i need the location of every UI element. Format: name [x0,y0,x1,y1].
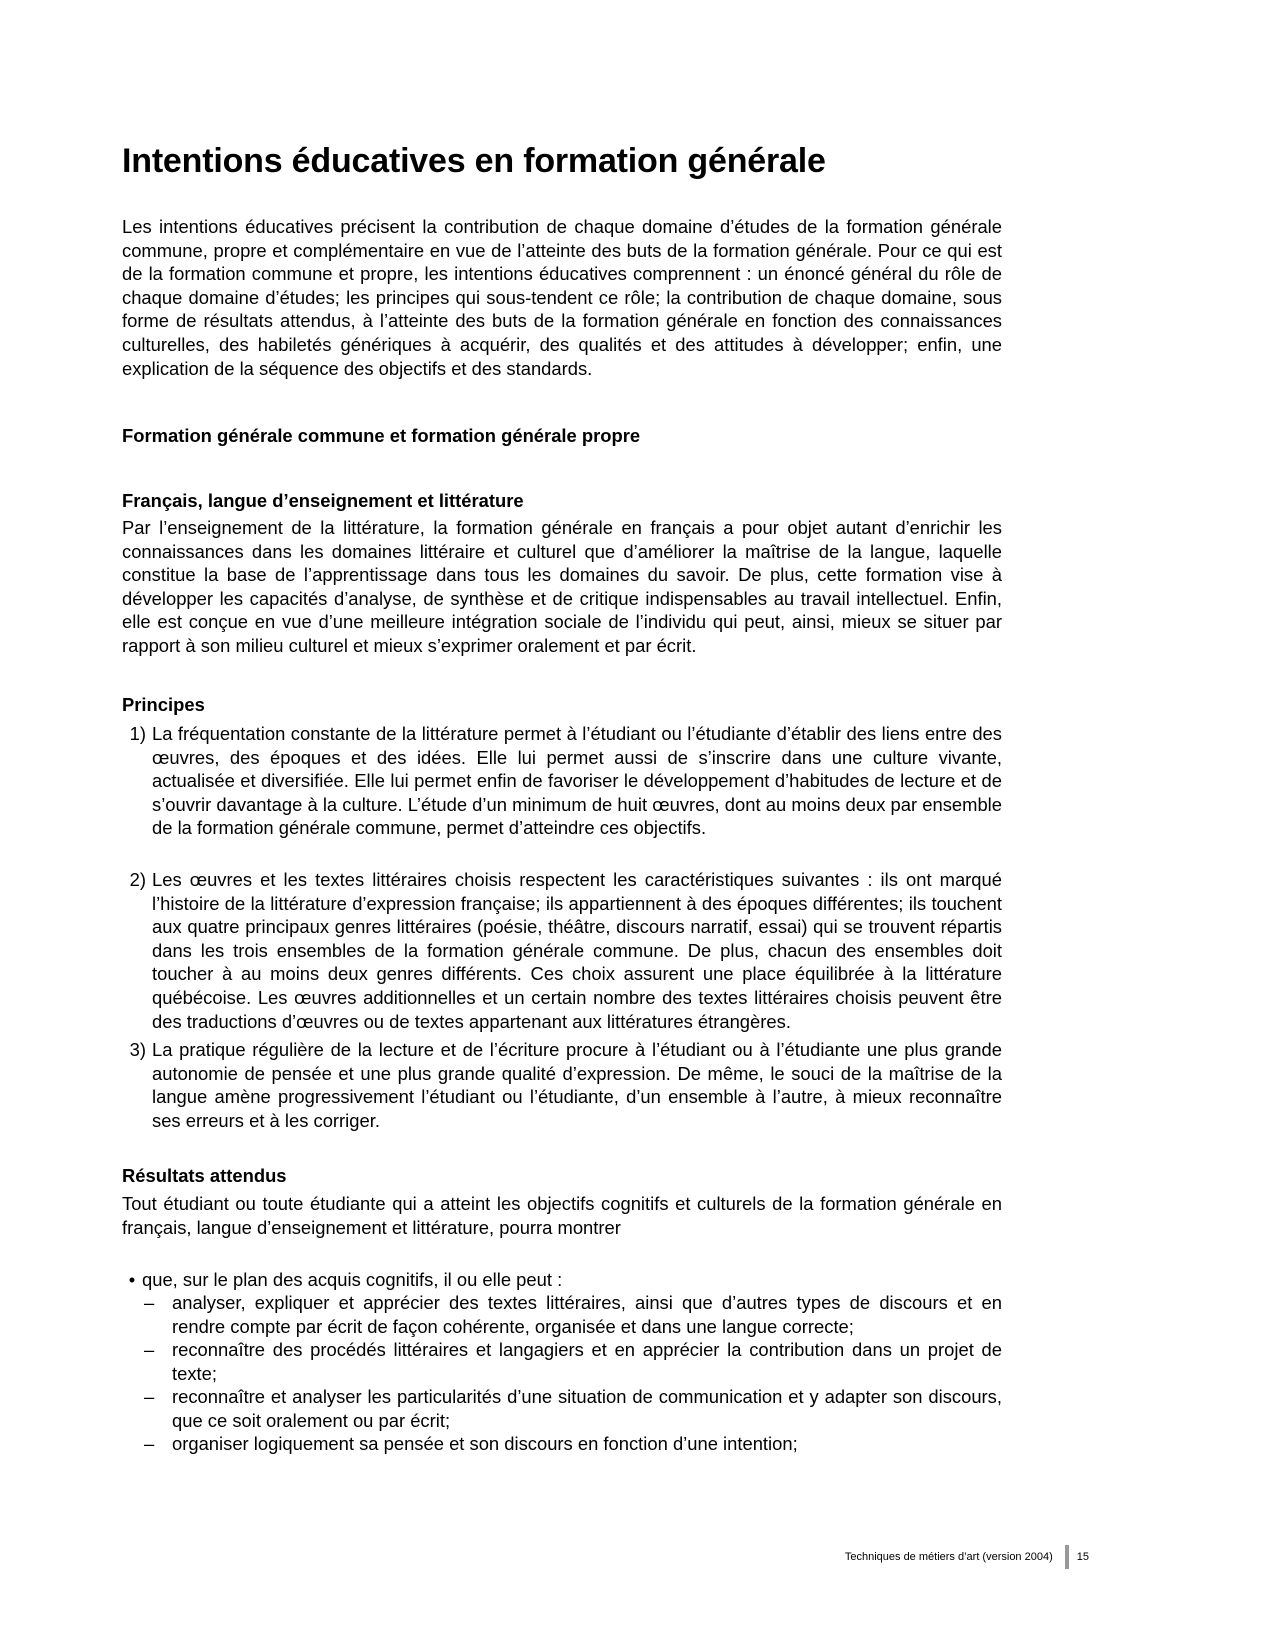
principle-number: 1) [129,723,146,744]
principle-item [122,722,1002,840]
page-footer [845,1545,1089,1569]
page-title: Intentions éducatives en formation générale [122,142,826,180]
bullet-text: que, sur le plan des acquis cognitifs, il ou elle peut : [142,1269,563,1290]
principle-item [122,1038,1002,1132]
page-number: 15 [1076,1551,1089,1563]
dash-icon: – [144,1433,155,1454]
dash-item [142,1291,1002,1338]
principle-number: 2) [129,869,146,890]
dash-icon: – [144,1292,155,1313]
dash-item [142,1338,1002,1385]
subject-heading: Français, langue d’enseignement et littérature [122,490,524,511]
section-heading: Formation générale commune et formation générale propre [122,425,641,446]
principles-heading: Principes [122,694,205,715]
bullet-icon: • [128,1269,136,1290]
dash-item [142,1385,1002,1432]
footer-document-title: Techniques de métiers d’art (version 2004) [844,1551,1053,1563]
dash-text: analyser, expliquer et apprécier des textes littéraires, ainsi que d’autres types de discours et en rendre compte par écrit de façon cohérente, organisée et dans une langue correcte; [172,1292,1002,1337]
dash-text: organiser logiquement sa pensée et son discours en fonction d’une intention; [172,1433,798,1454]
principle-item [122,868,1002,1033]
principle-text: La pratique régulière de la lecture et de l’écriture procure à l’étudiant ou à l’étudiante une plus grande autonomie de pensée et une plus grande qualité d’expression. De même, le souci de la maîtrise de la langue amène progressivement l’étudiant ou l’étudiante, d’un ensemble à l’autre, à mieux reconnaître ses erreurs et à les corriger. [152,1039,1002,1131]
results-paragraph: Tout étudiant ou toute étudiante qui a atteint les objectifs cognitifs et culturels de la formation générale en français, langue d’enseignement et littérature, pourra montrer [122,1193,1002,1238]
dash-icon: – [144,1339,155,1360]
principle-text: Les œuvres et les textes littéraires choisis respectent les caractéristiques suivantes : ils ont marqué l’histoire de la littérature d’expression française; ils appartiennent à des époques différentes; ils touchent aux quatre principaux genres littéraires (poésie, théâtre, discours narratif, essai) qui se trouvent répartis dans les trois ensembles de la formation générale commune. De plus, chacun des ensembles doit toucher à au moins deux genres différents. Ces choix assurent une place équilibrée à la littérature québécoise. Les œuvres additionnelles et un certain nombre des textes littéraires choisis peuvent être des traductions d’œuvres ou de textes appartenant aux littératures étrangères. [152,869,1002,1032]
subject-paragraph: Par l’enseignement de la littérature, la formation générale en français a pour objet autant d’enrichir les connaissances dans les domaines littéraire et culturel que d’améliorer la maîtrise de la langue, laquelle constitue la base de l’apprentissage dans tous les domaines du savoir. De plus, cette formation vise à développer les capacités d’analyse, de synthèse et de critique indispensables au travail intellectuel. Enfin, elle est conçue en vue d’une meilleure intégration sociale de l’individu qui peut, ainsi, mieux se situer par rapport à son milieu culturel et mieux s’exprimer oralement et par écrit. [122,517,1002,656]
bullet-item [122,1268,1002,1292]
principle-text: La fréquentation constante de la littérature permet à l’étudiant ou l’étudiante d’établir des liens entre des œuvres, des époques et des idées. Elle lui permet aussi de s’inscrire dans une culture vivante, actualisée et diversifiée. Elle lui permet enfin de favoriser le développement d’habitudes de lecture et de s’ouvrir davantage à la culture. L’étude d’un minimum de huit œuvres, dont au moins deux par ensemble de la formation générale commune, permet d’atteindre ces objectifs. [152,723,1002,839]
dash-item [142,1432,1002,1456]
principle-number: 3) [129,1039,146,1060]
intro-paragraph: Les intentions éducatives précisent la contribution de chaque domaine d’études de la formation générale commune, propre et complémentaire en vue de l’atteinte des buts de la formation générale. Pour ce qui est de la formation commune et propre, les intentions éducatives comprennent : un énoncé général du rôle de chaque domaine d’études; les principes qui sous-tendent ce rôle; la contribution de chaque domaine, sous forme de résultats attendus, à l’atteinte des buts de la formation générale en fonction des connaissances culturelles, des habiletés génériques à acquérir, des qualités et des attitudes à développer; enfin, une explication de la séquence des objectifs et des standards. [122,216,1002,379]
dash-text: reconnaître des procédés littéraires et langagiers et en apprécier la contribution dans un projet de texte; [172,1339,1002,1384]
footer-separator [1065,1545,1069,1569]
results-heading: Résultats attendus [122,1165,287,1186]
dash-icon: – [144,1386,155,1407]
dash-text: reconnaître et analyser les particularités d’une situation de communication et y adapter son discours, que ce soit oralement ou par écrit; [172,1386,1002,1431]
